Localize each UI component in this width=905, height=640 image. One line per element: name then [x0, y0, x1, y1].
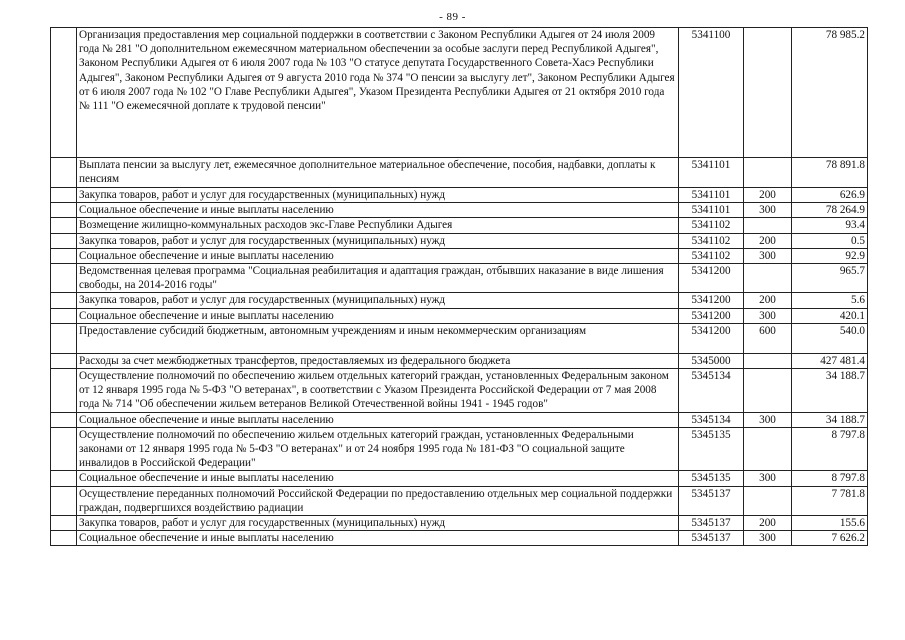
number-cell: [51, 218, 77, 233]
expense-type-cell: [744, 158, 792, 188]
table-row: [51, 323, 868, 353]
number-cell: [51, 248, 77, 263]
number-cell: [51, 486, 77, 515]
description-cell: Социальное обеспечение и иные выплаты населению: [77, 308, 679, 323]
description-cell: Осуществление полномочий по обеспечению жильем отдельных категорий граждан, установленных Федеральным законом от 12 января 1995 года № 5-ФЗ "О ветеранах", в соответствии с Указом Президента Российской Федерации от 7 мая 2008 года № 714 "Об обеспечении жильем ветеранов Великой Отечественной войны 1941 - 1945 годов": [77, 369, 679, 413]
amount-cell: 155.6: [792, 516, 868, 531]
code-cell: 5345135: [679, 471, 744, 486]
amount-cell: 626.9: [792, 188, 868, 203]
table-row: [51, 471, 868, 486]
table-row: [51, 233, 868, 248]
description-cell: Возмещение жилищно-коммунальных расходов экс-Главе Республики Адыгея: [77, 218, 679, 233]
code-cell: 5345135: [679, 427, 744, 471]
code-cell: 5341200: [679, 264, 744, 293]
table-row: [51, 188, 868, 203]
description-cell: Осуществление полномочий по обеспечению жильем отдельных категорий граждан, установленных Федеральными законами от 12 января 1995 года № 5-ФЗ "О ветеранах" и от 24 ноября 1995 года № 181-ФЗ "О социальной защите инвалидов в Российской Федерации": [77, 427, 679, 471]
number-cell: [51, 264, 77, 293]
number-cell: [51, 308, 77, 323]
expense-type-cell: 200: [744, 516, 792, 531]
description-cell: Ведомственная целевая программа "Социальная реабилитация и адаптация граждан, отбывших наказание в виде лишения свободы, на 2014-2016 годы": [77, 264, 679, 293]
amount-cell: 7 781.8: [792, 486, 868, 515]
table-row: [51, 264, 868, 293]
expense-type-cell: [744, 427, 792, 471]
description-cell: Закупка товаров, работ и услуг для государственных (муниципальных) нужд: [77, 516, 679, 531]
amount-cell: 420.1: [792, 308, 868, 323]
table-row: [51, 516, 868, 531]
amount-cell: 78 264.9: [792, 203, 868, 218]
table-row: [51, 218, 868, 233]
page-number: - 89 -: [439, 11, 466, 23]
code-cell: 5341101: [679, 203, 744, 218]
expense-type-cell: 200: [744, 233, 792, 248]
expense-type-cell: 300: [744, 203, 792, 218]
code-cell: 5345137: [679, 516, 744, 531]
description-cell: Социальное обеспечение и иные выплаты населению: [77, 203, 679, 218]
description-cell: Закупка товаров, работ и услуг для государственных (муниципальных) нужд: [77, 293, 679, 308]
number-cell: [51, 158, 77, 188]
number-cell: [51, 531, 77, 546]
number-cell: [51, 323, 77, 353]
table-row: [51, 427, 868, 471]
number-cell: [51, 233, 77, 248]
description-cell: Социальное обеспечение и иные выплаты населению: [77, 248, 679, 263]
amount-cell: 8 797.8: [792, 427, 868, 471]
table-row: [51, 293, 868, 308]
amount-cell: 78 891.8: [792, 158, 868, 188]
number-cell: [51, 516, 77, 531]
expense-type-cell: 300: [744, 248, 792, 263]
number-cell: [51, 427, 77, 471]
expense-type-cell: [744, 218, 792, 233]
description-cell: Социальное обеспечение и иные выплаты населению: [77, 531, 679, 546]
table-row: [51, 369, 868, 413]
amount-cell: 965.7: [792, 264, 868, 293]
expense-type-cell: 200: [744, 188, 792, 203]
budget-table: [50, 27, 868, 546]
code-cell: 5341200: [679, 293, 744, 308]
expense-type-cell: [744, 264, 792, 293]
description-cell: Социальное обеспечение и иные выплаты населению: [77, 412, 679, 427]
amount-cell: 5.6: [792, 293, 868, 308]
expense-type-cell: 200: [744, 293, 792, 308]
amount-cell: 34 188.7: [792, 412, 868, 427]
amount-cell: 92.9: [792, 248, 868, 263]
code-cell: 5341101: [679, 158, 744, 188]
number-cell: [51, 412, 77, 427]
amount-cell: 8 797.8: [792, 471, 868, 486]
number-cell: [51, 471, 77, 486]
expense-type-cell: [744, 28, 792, 158]
table-row: [51, 158, 868, 188]
expense-type-cell: 300: [744, 471, 792, 486]
table-row: [51, 203, 868, 218]
table-row: [51, 412, 868, 427]
table-row: [51, 308, 868, 323]
number-cell: [51, 28, 77, 158]
code-cell: 5341200: [679, 323, 744, 353]
code-cell: 5345134: [679, 412, 744, 427]
code-cell: 5345137: [679, 531, 744, 546]
amount-cell: 540.0: [792, 323, 868, 353]
description-cell: Социальное обеспечение и иные выплаты населению: [77, 471, 679, 486]
number-cell: [51, 188, 77, 203]
expense-type-cell: 300: [744, 308, 792, 323]
description-cell: Закупка товаров, работ и услуг для государственных (муниципальных) нужд: [77, 233, 679, 248]
amount-cell: 7 626.2: [792, 531, 868, 546]
description-cell: Закупка товаров, работ и услуг для государственных (муниципальных) нужд: [77, 188, 679, 203]
expense-type-cell: 300: [744, 412, 792, 427]
table-row: [51, 486, 868, 515]
amount-cell: 427 481.4: [792, 353, 868, 368]
expense-type-cell: 300: [744, 531, 792, 546]
expense-type-cell: [744, 486, 792, 515]
expense-type-cell: [744, 353, 792, 368]
number-cell: [51, 203, 77, 218]
code-cell: 5341102: [679, 233, 744, 248]
number-cell: [51, 353, 77, 368]
amount-cell: 78 985.2: [792, 28, 868, 158]
table-row: [51, 248, 868, 263]
table-row: [51, 531, 868, 546]
expense-type-cell: 600: [744, 323, 792, 353]
description-cell: Выплата пенсии за выслугу лет, ежемесячное дополнительное материальное обеспечение, пособия, надбавки, доплаты к пенсиям: [77, 158, 679, 188]
code-cell: 5345000: [679, 353, 744, 368]
amount-cell: 34 188.7: [792, 369, 868, 413]
expense-type-cell: [744, 369, 792, 413]
description-cell: Расходы за счет межбюджетных трансфертов, предоставляемых из федерального бюджета: [77, 353, 679, 368]
code-cell: 5341102: [679, 218, 744, 233]
table-row: [51, 353, 868, 368]
number-cell: [51, 293, 77, 308]
amount-cell: 93.4: [792, 218, 868, 233]
number-cell: [51, 369, 77, 413]
code-cell: 5341200: [679, 308, 744, 323]
amount-cell: 0.5: [792, 233, 868, 248]
description-cell: Предоставление субсидий бюджетным, автономным учреждениям и иным некоммерческим организациям: [77, 323, 679, 353]
code-cell: 5341101: [679, 188, 744, 203]
code-cell: 5341102: [679, 248, 744, 263]
table-row: [51, 28, 868, 158]
description-cell: Осуществление переданных полномочий Российской Федерации по предоставлению отдельных мер социальной поддержки граждан, подвергшихся воздействию радиации: [77, 486, 679, 515]
code-cell: 5341100: [679, 28, 744, 158]
description-cell: Организация предоставления мер социальной поддержки в соответствии с Законом Республики Адыгея от 24 июля 2009 года № 281 "О дополнительном ежемесячном материальном обеспечении за особые заслуги перед Республикой Адыгея", Законом Республики Адыгея от 6 июля 2007 года № 103 "О статусе депутата Государственного Совета-Хасэ Республики Адыгея", Законом Республики Адыгея от 9 августа 2010 года № 374 "О пенсии за выслугу лет", Законом Республики Адыгея от 6 июля 2007 года № 102 "О Главе Республики Адыгея", Указом Президента Республики Адыгея от 21 октября 2010 года № 111 "О ежемесячной доплате к трудовой пенсии": [77, 28, 679, 158]
code-cell: 5345137: [679, 486, 744, 515]
code-cell: 5345134: [679, 369, 744, 413]
